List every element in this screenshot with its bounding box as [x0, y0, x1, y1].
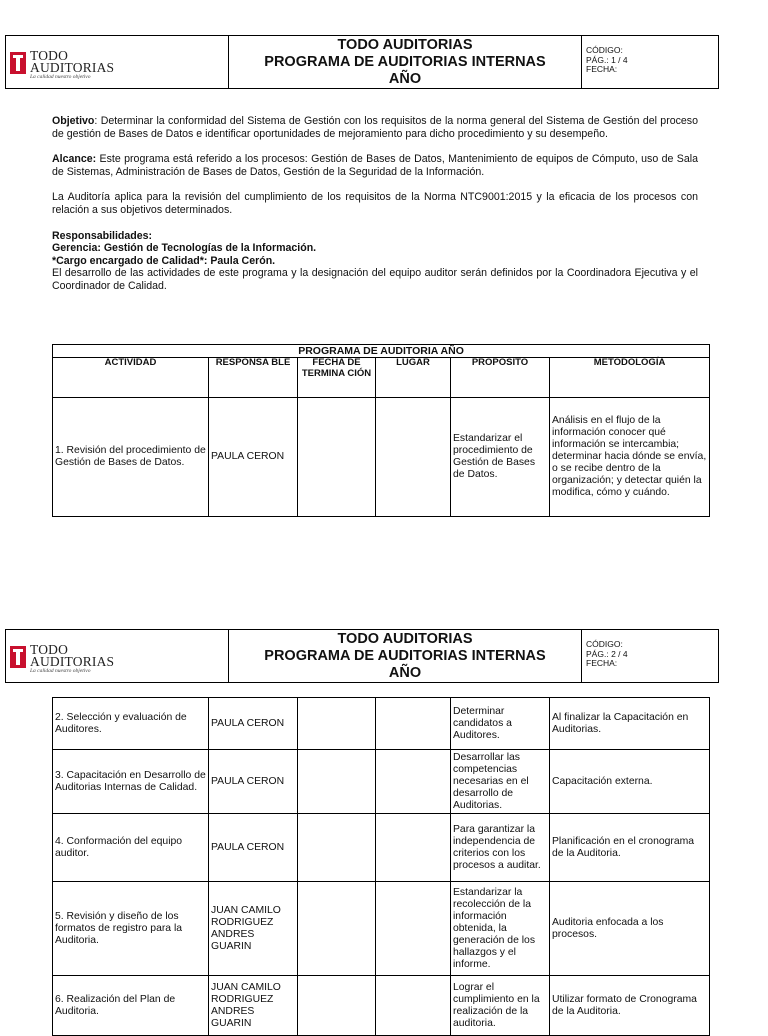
cell-responsable: PAULA CERON [209, 698, 298, 750]
company-logo [6, 630, 229, 682]
cell-responsable: PAULA CERON [209, 398, 298, 517]
header-title-year: AÑO [388, 664, 422, 681]
cell-lugar [376, 814, 451, 882]
alcance-paragraph [52, 153, 698, 178]
cell-metodologia: Al finalizar la Capacitación en Auditorias. [550, 698, 710, 750]
header-title-program: PROGRAMA DE AUDITORIAS INTERNAS [264, 647, 546, 664]
cell-actividad: 2. Selección y evaluación de Auditores. [53, 698, 209, 750]
header-fecha: FECHA: [586, 658, 618, 668]
table-title: PROGRAMA DE AUDITORIA AÑO [53, 345, 710, 358]
table-row [53, 882, 710, 976]
cell-actividad: 3. Capacitación en Desarrollo de Auditorias Internas de Calidad. [53, 750, 209, 814]
header-titles [229, 36, 582, 88]
cell-lugar [376, 698, 451, 750]
header-actividad: ACTIVIDAD [53, 358, 209, 398]
cell-lugar [376, 976, 451, 1036]
pag-label: PÁG.: [586, 648, 609, 659]
cell-proposito: Para garantizar la independencia de criterios con los procesos a auditar. [451, 814, 550, 882]
cell-proposito: Lograr el cumplimiento en la realización de la auditoria. [451, 976, 550, 1036]
aplica-paragraph: La Auditoría aplica para la revisión del cumplimiento de los requisitos de la Norma NTC9001:2015 y la eficacia de los procesos con relación a sus objetivos determinados. [52, 191, 698, 216]
cell-responsable: PAULA CERON [209, 814, 298, 882]
cell-proposito: Desarrollar las competencias necesarias en el desarrollo de Auditorias. [451, 750, 550, 814]
cell-fecha [298, 976, 376, 1036]
pag-value: 1 / 4 [611, 54, 628, 65]
header-fecha: FECHA DE TERMINA CIÓN [298, 358, 376, 398]
cell-lugar [376, 750, 451, 814]
cell-metodologia: Capacitación externa. [550, 750, 710, 814]
cargo-line: *Cargo encargado de Calidad*: Paula Cerón. [52, 254, 276, 267]
cell-metodologia: Planificación en el cronograma de la Auditoria. [550, 814, 710, 882]
page2-header [5, 629, 719, 683]
logo-t-icon [10, 646, 26, 668]
responsabilidades-block [52, 230, 698, 293]
cell-actividad: 6. Realización del Plan de Auditoria. [53, 976, 209, 1036]
company-logo [6, 36, 229, 88]
cell-proposito: Determinar candidatos a Auditores. [451, 698, 550, 750]
program-table-page2 [52, 697, 710, 1036]
logo-tagline: La calidad nuestro objetivo [30, 668, 91, 674]
header-meta [582, 630, 718, 682]
header-responsable: RESPONSA BLE [209, 358, 298, 398]
header-title-company: TODO AUDITORIAS [337, 630, 473, 647]
cell-responsable: JUAN CAMILO RODRIGUEZ ANDRES GUARIN [209, 882, 298, 976]
header-metodologia: METODOLOGÍA [550, 358, 710, 398]
table-row [53, 698, 710, 750]
header-lugar: LUGAR [376, 358, 451, 398]
header-titles [229, 630, 582, 682]
header-codigo: CÓDIGO: [586, 45, 623, 55]
page1-header [5, 35, 719, 89]
pag-label: PÁG.: [586, 54, 609, 65]
table-row [53, 750, 710, 814]
header-proposito: PROPOSITO [451, 358, 550, 398]
header-title-company: TODO AUDITORIAS [337, 36, 473, 53]
cell-actividad: 1. Revisión del procedimiento de Gestión de Bases de Datos. [53, 398, 209, 517]
cell-proposito: Estandarizar el procedimiento de Gestión de Bases de Datos. [451, 398, 550, 517]
header-title-program: PROGRAMA DE AUDITORIAS INTERNAS [264, 53, 546, 70]
alcance-text: Este programa está referido a los procesos: Gestión de Bases de Datos, Mantenimiento de equipos de Cómputo, uso de Sala de Sistemas, Administración de Bases de Datos, Gestión de la Seguridad de la Información. [52, 153, 698, 178]
cell-proposito: Estandarizar la recolección de la información obtenida, la generación de los hallazgos y el informe. [451, 882, 550, 976]
header-meta [582, 36, 718, 88]
cell-fecha [298, 398, 376, 517]
objetivo-paragraph [52, 115, 698, 140]
header-fecha: FECHA: [586, 64, 618, 74]
table-row [53, 398, 710, 517]
intro-section [52, 115, 698, 293]
cell-fecha [298, 750, 376, 814]
objetivo-text: : Determinar la conformidad del Sistema de Gestión con los requisitos de la norma general del Sistema de Gestión del proceso de gestión de Bases de Datos e identificar oportunidades de mejoramiento para dicho procedimiento y su desempeño. [52, 115, 698, 140]
desarrollo-text: El desarrollo de las actividades de este programa y la designación del equipo auditor serán definidos por la Coordinadora Ejecutiva y el Coordinador de Calidad. [52, 267, 698, 292]
logo-wordmark [30, 50, 114, 73]
cell-responsable: JUAN CAMILO RODRIGUEZ ANDRES GUARIN [209, 976, 298, 1036]
cell-fecha [298, 882, 376, 976]
cell-lugar [376, 398, 451, 517]
header-title-year: AÑO [388, 70, 422, 87]
cell-metodologia: Análisis en el flujo de la información conocer qué información se intercambia; determinar hacia dónde se envía, o se recibe dentro de la organización; y detectar quién la modifica, cómo y cuándo. [550, 398, 710, 517]
responsabilidades-label: Responsabilidades: [52, 229, 153, 242]
cell-metodologia: Auditoria enfocada a los procesos. [550, 882, 710, 976]
logo-line2: AUDITORIAS [30, 653, 115, 669]
cell-metodologia: Utilizar formato de Cronograma de la Auditoria. [550, 976, 710, 1036]
table-row [53, 814, 710, 882]
logo-line2: AUDITORIAS [30, 59, 115, 75]
table-row [53, 976, 710, 1036]
alcance-label: Alcance: [52, 153, 97, 166]
objetivo-label: Objetivo [52, 115, 95, 127]
cell-fecha [298, 698, 376, 750]
header-codigo: CÓDIGO: [586, 639, 623, 649]
cell-fecha [298, 814, 376, 882]
program-table-page1 [52, 344, 710, 517]
pag-value: 2 / 4 [611, 648, 628, 659]
cell-lugar [376, 882, 451, 976]
logo-line1: TODO [30, 48, 69, 63]
cell-actividad: 4. Conformación del equipo auditor. [53, 814, 209, 882]
cell-actividad: 5. Revisión y diseño de los formatos de registro para la Auditoria. [53, 882, 209, 976]
logo-wordmark [30, 644, 114, 667]
logo-t-icon [10, 52, 26, 74]
cell-responsable: PAULA CERON [209, 750, 298, 814]
gerencia-line: Gerencia: Gestión de Tecnologías de la Información. [52, 242, 317, 255]
logo-tagline: La calidad nuestro objetivo [30, 74, 91, 80]
logo-line1: TODO [30, 642, 69, 657]
